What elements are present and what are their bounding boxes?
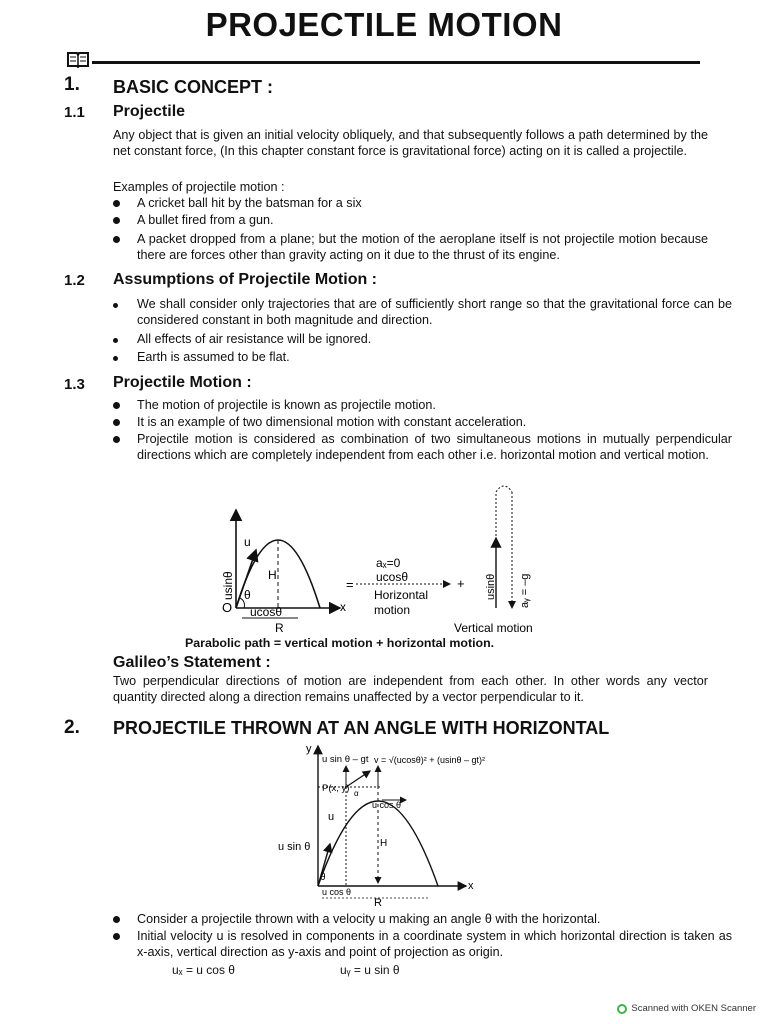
- label-alpha: α: [354, 789, 359, 798]
- label-x: x: [340, 600, 346, 614]
- page-title: PROJECTILE MOTION: [205, 6, 563, 43]
- label-usin: u sin θ: [278, 841, 311, 853]
- bullet-icon: [113, 402, 120, 409]
- equals-sign: =: [346, 577, 354, 592]
- list-item: Earth is assumed to be flat.: [113, 349, 732, 365]
- examples-label: Examples of projectile motion :: [113, 180, 285, 194]
- bullet-icon: [113, 916, 120, 923]
- list-item: Initial velocity u is resolved in components in a coordinate system in which horizontal direction is taken as x-axis, vertical direction as y-axis and point of projection as origin.: [113, 928, 732, 960]
- label-usin: usinθ: [221, 571, 235, 600]
- bullet-icon: [113, 338, 118, 343]
- label-ax: aₓ=0: [376, 556, 401, 570]
- bullet-icon: [113, 419, 120, 426]
- section-1-1-number: 1.1: [64, 104, 85, 121]
- label-u: u: [244, 535, 251, 549]
- angled-projectile-diagram: [270, 738, 510, 910]
- list-item: A packet dropped from a plane; but the motion of the aeroplane itself is not projectile motion because there are forces other than gravity acting on it due to the thrust of its engine.: [113, 231, 708, 263]
- section-1-1-heading: Projectile: [113, 103, 186, 120]
- book-icon: [66, 50, 90, 68]
- scanner-watermark: Scanned with OKEN Scanner: [617, 1003, 756, 1014]
- velocity-vector-v: [346, 771, 370, 787]
- projectile-components-diagram: [180, 478, 580, 640]
- scanner-logo-icon: [617, 1004, 627, 1014]
- label-range: R: [374, 897, 382, 909]
- bullet-icon: [113, 933, 120, 940]
- list-item: A bullet fired from a gun.: [113, 212, 708, 228]
- label-motion: motion: [374, 603, 411, 617]
- bullet-icon: [113, 236, 120, 243]
- projectile-definition: Any object that is given an initial velocity obliquely, and that subsequently follows a path determined by the net constant force, (In this chapter constant force is gravitational force) acting on it is called a projectile.: [113, 128, 708, 158]
- section-1-heading: BASIC CONCEPT :: [113, 77, 274, 97]
- label-theta: θ: [320, 872, 326, 883]
- parabolic-trajectory: [318, 801, 438, 886]
- galileo-statement: Two perpendicular directions of motion are independent from each other. In other words any vector quantity directed along a direction remains unaffected by a vector perpendicular to it.: [113, 674, 708, 704]
- label-H: H: [380, 838, 388, 849]
- equation-ux: uₓ = u cos θ: [172, 963, 235, 977]
- section-1-number: 1.: [64, 74, 80, 95]
- bullet-icon: [113, 436, 120, 443]
- label-ucos-bottom: u cos θ: [322, 887, 352, 897]
- bullet-icon: [113, 200, 120, 207]
- label-point-p: P(x, y): [322, 783, 350, 794]
- label-vertical-velocity: usinθ: [485, 573, 497, 600]
- label-vertical-motion: Vertical motion: [454, 621, 533, 635]
- label-u: u: [328, 811, 335, 823]
- section-1-3-heading: Projectile Motion :: [113, 374, 252, 391]
- label-origin: O: [222, 600, 233, 615]
- galileo-heading: Galileo’s Statement :: [113, 654, 271, 671]
- equation-uy: uᵧ = u sin θ: [340, 963, 400, 977]
- section-1-2-number: 1.2: [64, 272, 85, 289]
- label-H: H: [268, 568, 277, 582]
- bullet-icon: [113, 356, 118, 361]
- label-horizontal: Horizontal: [374, 588, 429, 602]
- list-item: Projectile motion is considered as combination of two simultaneous motions in mutually perpendicular directions which are completely independent from each other i.e. horizontal motion and vertical motion.: [113, 431, 732, 463]
- figure-1-caption: Parabolic path = vertical motion + horizontal motion.: [185, 636, 495, 650]
- label-theta: θ: [244, 588, 251, 602]
- label-x: x: [468, 880, 474, 892]
- title-rule: [92, 61, 700, 64]
- list-item: The motion of projectile is known as projectile motion.: [113, 397, 732, 413]
- section-2-number: 2.: [64, 717, 80, 738]
- list-item: All effects of air resistance will be ignored.: [113, 331, 732, 347]
- label-usin-gt: u sin θ – gt: [322, 754, 369, 765]
- label-range: R: [275, 621, 284, 635]
- label-ucos: ucosθ: [250, 605, 283, 619]
- section-2-heading: PROJECTILE THROWN AT AN ANGLE WITH HORIZONTAL: [113, 718, 610, 738]
- bullet-icon: [113, 217, 120, 224]
- plus-sign: +: [457, 576, 465, 591]
- bullet-icon: [113, 303, 118, 308]
- label-ucos-top: u cos θ: [372, 800, 402, 810]
- section-1-2-heading: Assumptions of Projectile Motion :: [113, 271, 378, 288]
- list-item: A cricket ball hit by the batsman for a six: [113, 195, 708, 211]
- list-item: Consider a projectile thrown with a velocity u making an angle θ with the horizontal.: [113, 911, 732, 927]
- list-item: We shall consider only trajectories that are of sufficiently short range so that the gravitational force can be considered constant in both magnitude and direction.: [113, 296, 732, 328]
- label-horizontal-velocity: ucosθ: [376, 570, 409, 584]
- label-y: y: [306, 743, 312, 755]
- section-1-3-number: 1.3: [64, 376, 85, 393]
- list-item: It is an example of two dimensional motion with constant acceleration.: [113, 414, 732, 430]
- label-ay: aᵧ = –g: [519, 573, 531, 608]
- label-v-equation: v = √(ucosθ)² + (usinθ – gt)²: [374, 755, 485, 765]
